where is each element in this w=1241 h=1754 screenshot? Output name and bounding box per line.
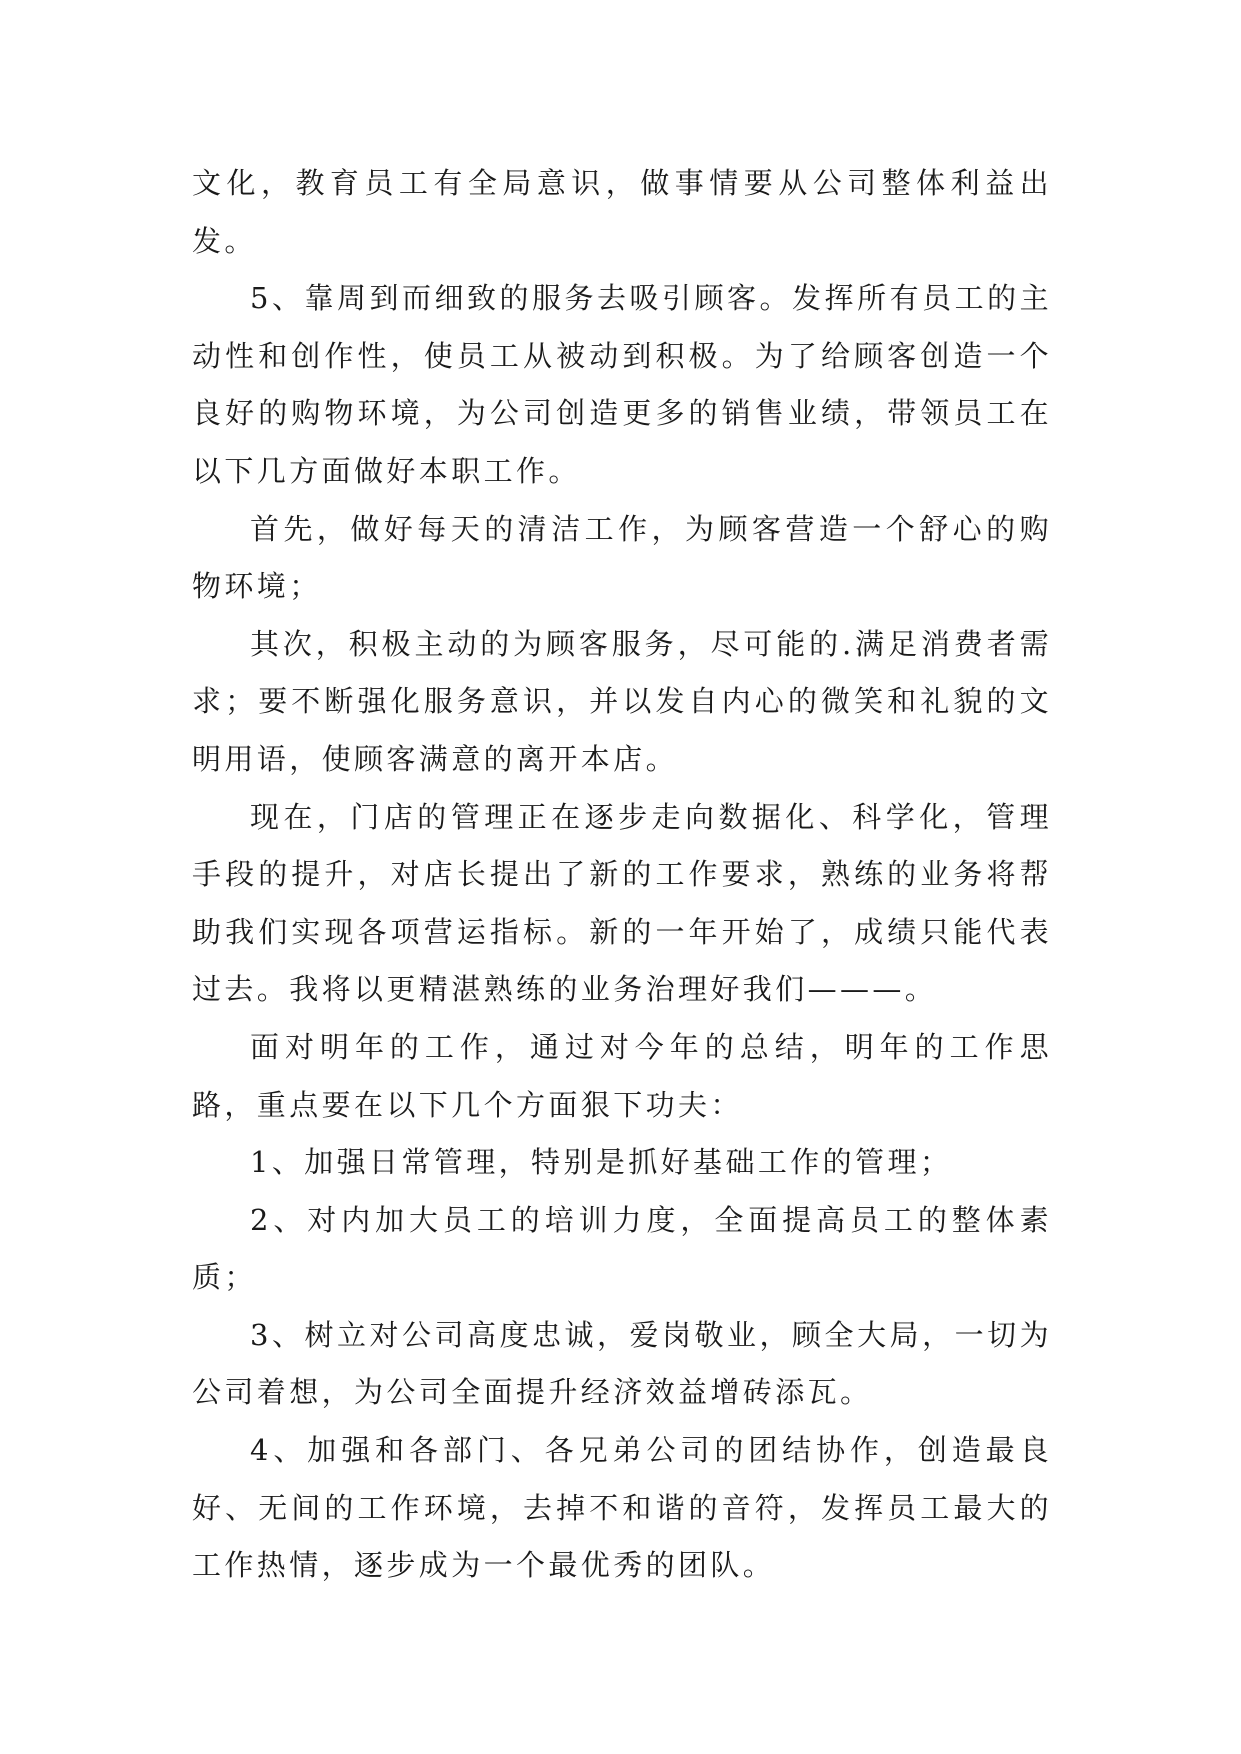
document-body [192,155,1052,1595]
paragraph-now: 现在，门店的管理正在逐步走向数据化、科学化，管理手段的提升，对店长提出了新的工作要求，熟练的业务将帮助我们实现各项营运指标。新的一年开始了，成绩只能代表过去。我将以更精湛熟练的业务治理好我们———。 [192,799,1052,1007]
paragraph-continuation: 文化，教育员工有全局意识，做事情要从公司整体利益出发。 [192,166,1052,258]
list-item-4: 4、加强和各部门、各兄弟公司的团结协作，创造最良好、无间的工作环境，去掉不和谐的音符，发挥员工最大的工作热情，逐步成为一个最优秀的团队。 [192,1433,1052,1583]
paragraph-second: 其次，积极主动的为顾客服务，尽可能的.满足消费者需求；要不断强化服务意识，并以发自内心的微笑和礼貌的文明用语，使顾客满意的离开本店。 [192,626,1052,776]
paragraph-next-year: 面对明年的工作，通过对今年的总结，明年的工作思路，重点要在以下几个方面狠下功夫： [192,1029,1052,1122]
list-item-3: 3、树立对公司高度忠诚，爱岗敬业，顾全大局，一切为公司着想，为公司全面提升经济效益增砖添瓦。 [192,1317,1052,1410]
paragraph-item-5: 5、靠周到而细致的服务去吸引顾客。发挥所有员工的主动性和创作性，使员工从被动到积极。为了给顾客创造一个良好的购物环境，为公司创造更多的销售业绩，带领员工在以下几方面做好本职工作。 [192,281,1052,488]
list-item-1: 1、加强日常管理，特别是抓好基础工作的管理； [250,1145,953,1180]
paragraph-first: 首先，做好每天的清洁工作，为顾客营造一个舒心的购物环境； [192,511,1052,604]
list-item-2: 2、对内加大员工的培训力度，全面提高员工的整体素质； [192,1202,1052,1295]
